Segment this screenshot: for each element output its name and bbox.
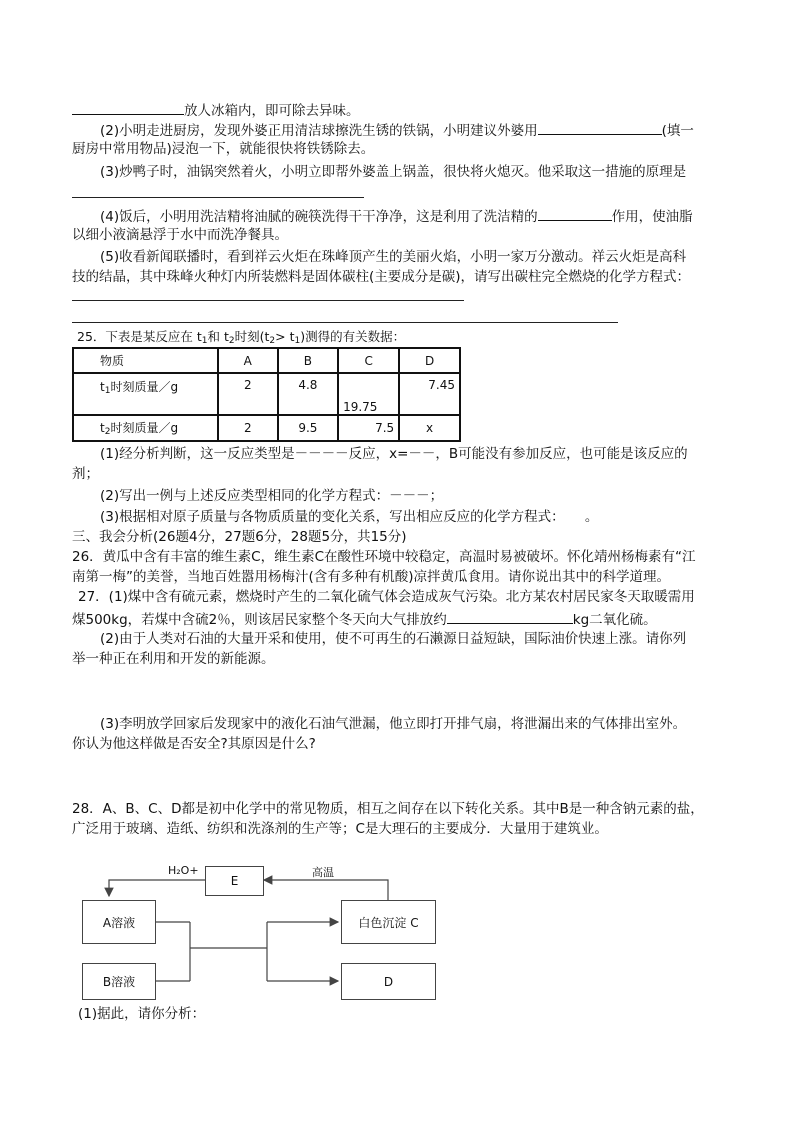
- table-cell: 2: [218, 373, 278, 415]
- q24-line4: (3)炒鸭子时，油锅突然着火，小明立即帮外婆盖上锅盖，很快将火熄灭。他采取这一措施的原理是: [100, 164, 687, 180]
- node-a: A溶液: [82, 900, 156, 944]
- table-header-cell: C: [338, 348, 399, 373]
- table-header-cell: D: [399, 348, 460, 373]
- arrow-c-to-e: [264, 880, 388, 900]
- table-header-cell: A: [218, 348, 278, 373]
- table-cell: 2: [218, 415, 278, 441]
- q28-line1: 28．A、B、C、D都是初中化学中的常见物质，相互之间存在以下转化关系。其中B是一种含钠元素的盐，: [72, 801, 704, 817]
- q27-line6: 你认为他这样做是否安全?其原因是什么?: [72, 736, 316, 752]
- q27-line1: 27．(1)煤中含有硫元素，燃烧时产生的二氧化硫气体会造成灰气污染。北方某农村居民家冬天取暖需用: [78, 589, 695, 605]
- table-cell: 9.5: [278, 415, 338, 441]
- q26-line2: 南第一梅”的美誉，当地百姓嚣用杨梅汁(含有多种有机酸)凉拌黄瓜食用。请你说出其中的科学道理。: [72, 569, 671, 585]
- q24-line6: 以细小液滴悬浮于水中而洗净餐具。: [72, 227, 288, 243]
- node-b: B溶液: [82, 963, 156, 1000]
- node-c: 白色沉淀 C: [341, 900, 436, 944]
- q24-line7: (5)收看新闻联播时，看到祥云火炬在珠峰顶产生的美丽火焰，小明一家万分激动。祥云火炬是高科: [100, 249, 687, 265]
- section-heading: 三、我会分析(26题4分，27题6分，28题5分，共15分): [72, 529, 407, 545]
- q24-line2: (2)小明走进厨房，发现外婆正用清洁球擦洗生锈的铁锅，小明建议外婆用 (填一: [100, 120, 694, 140]
- q24-line5: (4)饭后，小明用洗洁精将油腻的碗筷洗得干干净净，这是利用了洗洁精的 作用，使油脂: [100, 206, 693, 226]
- q26-line1: 26．黄瓜中含有丰富的维生素C，维生素C在酸性环境中较稳定，高温时易被破坏。怀化靖州杨梅素有“江: [72, 549, 696, 565]
- table-cell: 19.75: [338, 373, 399, 415]
- table-header-cell: 物质: [73, 348, 218, 373]
- q24-line3: 厨房中常用物品)浸泡一下，就能很快将铁锈除去。: [72, 141, 375, 157]
- q24-line8: 技的结晶，其中珠峰火种灯内所装燃料是固体碳柱(主要成分是碳)，请写出碳柱完全燃烧的化学方程式：: [72, 269, 691, 285]
- label-high-temp: 高温: [312, 866, 334, 879]
- q27-line5: (3)李明放学回家后发现家中的液化石油气泄漏，他立即打开排气扇，将泄漏出来的气体排出室外。: [100, 716, 687, 732]
- node-e: E: [205, 866, 264, 896]
- table-header-cell: B: [278, 348, 338, 373]
- q25-part1-cont: 剂；: [72, 466, 99, 482]
- q28-line2: 广泛用于玻璃、造纸、纺织和洗涤剂的生产等；C是大理石的主要成分．大量用于建筑业。: [72, 821, 608, 837]
- table-cell: 4.8: [278, 373, 338, 415]
- q27-line3: (2)由于人类对石油的大量开采和使用，使不可再生的石濑源日益短缺，国际油价快速上涨。请你列: [100, 631, 687, 647]
- q27-line2: 煤500kg，若煤中含硫2％，则该居民家整个冬天向大气排放约 kg二氧化硫。: [72, 609, 657, 629]
- node-d: D: [341, 963, 436, 1000]
- table-cell: x: [399, 415, 460, 441]
- q25-part2: (2)写出一例与上述反应类型相同的化学方程式：－－－；: [100, 488, 444, 504]
- q27-line4: 举一种正在利用和开发的新能源。: [72, 651, 275, 667]
- table-row-label: $t_1$时刻质量／g: [73, 373, 218, 415]
- q24-line1: 放人冰箱内，即可除去异味。: [72, 100, 360, 120]
- table-cell: 7.45: [399, 373, 460, 415]
- label-h2o: H₂O+: [168, 864, 199, 877]
- table-row-label: $t_2$时刻质量／g: [73, 415, 218, 441]
- q25-part1: (1)经分析判断，这一反应类型是－－－－反应，x=－－，B可能没有参加反应，也可能是该反应的: [100, 446, 688, 462]
- q28-part1: (1)据此，请你分析：: [78, 1006, 206, 1022]
- table-cell: 7.5: [338, 415, 399, 441]
- arrow-e-to-a: [109, 880, 205, 896]
- q25-part3: (3)根据相对原子质量与各物质质量的变化关系，写出相应反应的化学方程式： 。: [100, 509, 599, 525]
- q25-title: 25．下表是某反应在 $t_1$和 $t_2$时刻$(t_2> t_1)$测得的有关数据：: [77, 329, 406, 346]
